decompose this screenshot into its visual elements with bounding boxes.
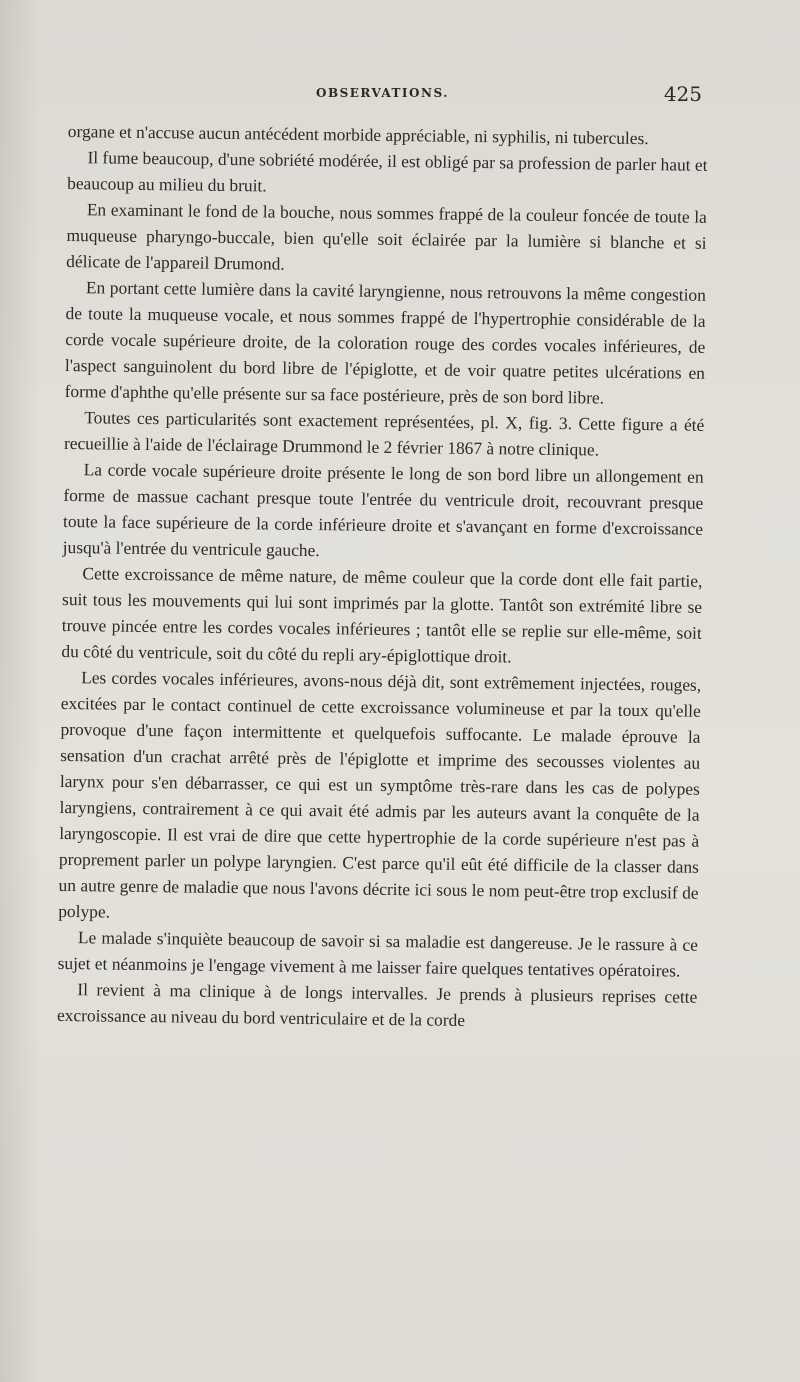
paragraph: En examinant le fond de la bouche, nous sommes frappé de la couleur foncée de toute la muqueuse pharyngo-buccale, bien qu'elle soit éclairée par la lumière si blanche et si délicate de l'appareil Drumond. bbox=[66, 199, 707, 274]
paragraph: Les cordes vocales inférieures, avons-nous déjà dit, sont extrêmement injectées, rouges, excitées par le contact continuel de cette excroissance volumineuse et par la toux qu'elle provoque d'une façon intermittente et quelquefois suffocante. Le malade éprouve la sensation d'un crachat arrêté près de l'épiglotte et imprime des secousses violentes au larynx pour s'en débarrasser, ce qui est un symptôme très-rare dans les cas de polypes laryngiens, contrairement à ce qui avait été admis par les auteurs avant la conquête de la laryngoscopie. Il est vrai de dire que cette hypertrophie de la corde supérieure n'est pas à proprement parler un polype laryngien. C'est parce qu'il eût été difficile de la classer dans un autre genre de maladie que nous l'avons décrite ici sous le nom peut-être trop exclusif de polype. bbox=[58, 667, 702, 922]
body-text bbox=[57, 118, 708, 1036]
paragraph: Cette excroissance de même nature, de même couleur que la corde dont elle fait partie, suit tous les mouvements qui lui sont imprimés par la glotte. Tantôt son extrémité libre se trouve pincée entre les cordes vocales inférieures ; tantôt elle se replie sur elle-même, soit du côté du ventricule, soit du côté du repli ary-épiglottique droit. bbox=[61, 563, 703, 667]
page-shadow bbox=[0, 0, 40, 1382]
paragraph: Le malade s'inquiète beaucoup de savoir si sa maladie est dangereuse. Je le rassure à ce sujet et néanmoins je l'engage vivement à me laisser faire quelques tentatives opératoires. bbox=[57, 927, 699, 981]
paragraph: Toutes ces particularités sont exactement représentées, pl. X, fig. 3. Cette figure a été recueillie à l'aide de l'éclairage Drummond le 2 février 1867 à notre clinique. bbox=[63, 407, 705, 460]
paragraph: En portant cette lumière dans la cavité laryngienne, nous retrouvons la même congestion de toute la muqueuse vocale, et nous sommes frappé de l'hypertrophie considérable de la corde vocale supérieure droite, de la coloration rouge des cordes vocales inférieures, de l'aspect sanguinolent du bord libre de l'épiglotte, et de voir quatre petites ulcérations en forme d'aphthe qu'elle présente sur sa face postérieure, près de son bord libre. bbox=[64, 277, 707, 408]
page-number: 425 bbox=[663, 82, 702, 106]
paragraph: La corde vocale supérieure droite présente le long de son bord libre un allongement en forme de massue cachant presque toute l'entrée du ventricule droit, recouvrant presque toute la face supérieure de la corde inférieure droite et s'avançant en forme d'excroissance jusqu'à l'entrée du ventricule gauche. bbox=[62, 459, 704, 561]
paragraph: organe et n'accuse aucun antécédent morbide appréciable, ni syphilis, ni tubercules. bbox=[67, 120, 649, 149]
running-title: OBSERVATIONS. bbox=[316, 86, 449, 100]
paragraph: Il fume beaucoup, d'une sobriété modérée, il est obligé par sa profession de parler haut et beaucoup au milieu du bruit. bbox=[67, 147, 708, 196]
paragraph: Il revient à ma clinique à de longs intervalles. Je prends à plusieurs reprises cette excroissance au niveau du bord ventriculaire et de la corde bbox=[56, 979, 698, 1030]
running-header bbox=[68, 82, 708, 110]
